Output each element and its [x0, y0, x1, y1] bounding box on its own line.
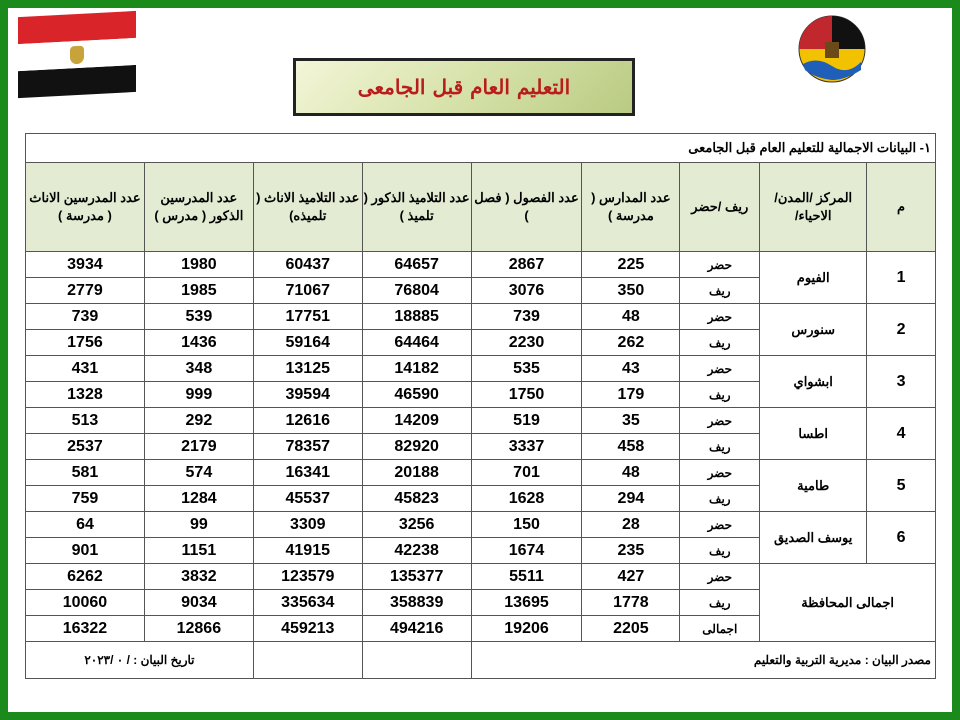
cell-teachers-female: 513 [26, 408, 145, 434]
cell-teachers-female: 2779 [26, 278, 145, 304]
cell-teachers-female: 10060 [26, 590, 145, 616]
cell-teachers-female: 739 [26, 304, 145, 330]
cell-teachers-male: 539 [144, 304, 253, 330]
header-teachers-male: عدد المدرسين الذكور ( مدرس ) [144, 163, 253, 252]
cell-teachers-female: 1756 [26, 330, 145, 356]
cell-students-male: 64464 [362, 330, 471, 356]
table-row [26, 356, 936, 382]
cell-students-female: 78357 [253, 434, 362, 460]
cell-students-male: 46590 [362, 382, 471, 408]
cell-students-male: 14182 [362, 356, 471, 382]
header-students-male: عدد التلاميذ الذكور ( تلميذ ) [362, 163, 471, 252]
cell-teachers-male: 292 [144, 408, 253, 434]
footer-blank [253, 642, 362, 679]
cell-students-female: 60437 [253, 252, 362, 278]
row-type: ريف [680, 590, 760, 616]
cell-schools: 235 [582, 538, 680, 564]
cell-students-female: 13125 [253, 356, 362, 382]
cell-students-female: 45537 [253, 486, 362, 512]
center-name: سنورس [760, 304, 867, 356]
cell-classes: 519 [471, 408, 582, 434]
row-index: 5 [867, 460, 936, 512]
cell-students-female: 3309 [253, 512, 362, 538]
center-name: طامية [760, 460, 867, 512]
cell-teachers-male: 12866 [144, 616, 253, 642]
cell-teachers-male: 3832 [144, 564, 253, 590]
cell-classes: 701 [471, 460, 582, 486]
header-students-female: عدد التلاميذ الاناث ( تلميذه) [253, 163, 362, 252]
footer-blank [362, 642, 471, 679]
cell-teachers-female: 3934 [26, 252, 145, 278]
education-table [25, 133, 936, 679]
cell-classes: 1674 [471, 538, 582, 564]
row-type: حضر [680, 356, 760, 382]
total-label: اجمالى المحافظة [760, 564, 936, 642]
cell-teachers-male: 1284 [144, 486, 253, 512]
cell-teachers-male: 999 [144, 382, 253, 408]
governorate-logo-icon [797, 14, 867, 84]
cell-classes: 3337 [471, 434, 582, 460]
cell-students-female: 17751 [253, 304, 362, 330]
center-name: اطسا [760, 408, 867, 460]
page-title: التعليم العام قبل الجامعى [357, 75, 571, 99]
data-date: تاريخ البيان : / ٠ /٢٠٢٣ [26, 642, 254, 679]
center-name: يوسف الصديق [760, 512, 867, 564]
cell-students-female: 123579 [253, 564, 362, 590]
cell-schools: 2205 [582, 616, 680, 642]
cell-students-male: 42238 [362, 538, 471, 564]
cell-classes: 3076 [471, 278, 582, 304]
table-row [26, 564, 936, 590]
cell-students-female: 39594 [253, 382, 362, 408]
cell-schools: 48 [582, 304, 680, 330]
cell-teachers-male: 1980 [144, 252, 253, 278]
cell-students-male: 20188 [362, 460, 471, 486]
cell-teachers-male: 348 [144, 356, 253, 382]
table-row [26, 460, 936, 486]
cell-classes: 13695 [471, 590, 582, 616]
cell-classes: 2230 [471, 330, 582, 356]
cell-teachers-female: 6262 [26, 564, 145, 590]
header-classes: عدد الفصول ( فصل ) [471, 163, 582, 252]
row-type: اجمالى [680, 616, 760, 642]
cell-students-male: 3256 [362, 512, 471, 538]
cell-teachers-male: 2179 [144, 434, 253, 460]
cell-students-female: 71067 [253, 278, 362, 304]
row-index: 6 [867, 512, 936, 564]
cell-students-male: 358839 [362, 590, 471, 616]
cell-schools: 427 [582, 564, 680, 590]
row-type: حضر [680, 512, 760, 538]
header-schools: عدد المدارس ( مدرسة ) [582, 163, 680, 252]
table-row [26, 512, 936, 538]
cell-students-female: 335634 [253, 590, 362, 616]
cell-teachers-male: 99 [144, 512, 253, 538]
row-index: 4 [867, 408, 936, 460]
cell-students-male: 76804 [362, 278, 471, 304]
cell-schools: 35 [582, 408, 680, 434]
row-type: ريف [680, 330, 760, 356]
row-index: 1 [867, 252, 936, 304]
cell-students-male: 135377 [362, 564, 471, 590]
center-name: الفيوم [760, 252, 867, 304]
cell-schools: 43 [582, 356, 680, 382]
header-teachers-female: عدد المدرسين الاناث ( مدرسة ) [26, 163, 145, 252]
row-type: حضر [680, 252, 760, 278]
table-row [26, 304, 936, 330]
cell-teachers-female: 2537 [26, 434, 145, 460]
cell-teachers-male: 1436 [144, 330, 253, 356]
cell-teachers-female: 1328 [26, 382, 145, 408]
row-index: 2 [867, 304, 936, 356]
cell-schools: 294 [582, 486, 680, 512]
cell-students-female: 59164 [253, 330, 362, 356]
cell-students-male: 494216 [362, 616, 471, 642]
header-m: م [867, 163, 936, 252]
cell-classes: 739 [471, 304, 582, 330]
cell-teachers-male: 574 [144, 460, 253, 486]
cell-students-female: 12616 [253, 408, 362, 434]
row-type: ريف [680, 486, 760, 512]
cell-schools: 179 [582, 382, 680, 408]
cell-classes: 19206 [471, 616, 582, 642]
row-type: ريف [680, 278, 760, 304]
cell-schools: 48 [582, 460, 680, 486]
cell-schools: 458 [582, 434, 680, 460]
cell-teachers-male: 1151 [144, 538, 253, 564]
cell-schools: 225 [582, 252, 680, 278]
row-type: ريف [680, 434, 760, 460]
cell-schools: 262 [582, 330, 680, 356]
data-source: مصدر البيان : مديرية التربية والتعليم [471, 642, 935, 679]
row-type: حضر [680, 460, 760, 486]
cell-teachers-male: 9034 [144, 590, 253, 616]
table-row [26, 408, 936, 434]
cell-students-female: 41915 [253, 538, 362, 564]
header-center: المركز /المدن/الاحياء/ [760, 163, 867, 252]
center-name: ابشواي [760, 356, 867, 408]
cell-teachers-female: 759 [26, 486, 145, 512]
cell-teachers-female: 16322 [26, 616, 145, 642]
cell-classes: 150 [471, 512, 582, 538]
cell-teachers-female: 581 [26, 460, 145, 486]
egypt-flag-icon [18, 11, 136, 99]
cell-classes: 535 [471, 356, 582, 382]
row-type: ريف [680, 538, 760, 564]
cell-schools: 28 [582, 512, 680, 538]
table-caption: ١- البيانات الاجمالية للتعليم العام قبل الجامعى [26, 134, 936, 163]
cell-teachers-female: 431 [26, 356, 145, 382]
header-type: ريف /حضر [680, 163, 760, 252]
cell-classes: 1628 [471, 486, 582, 512]
row-type: حضر [680, 564, 760, 590]
cell-students-male: 45823 [362, 486, 471, 512]
cell-teachers-male: 1985 [144, 278, 253, 304]
cell-classes: 2867 [471, 252, 582, 278]
cell-students-female: 459213 [253, 616, 362, 642]
row-type: حضر [680, 408, 760, 434]
title-banner [293, 58, 635, 116]
table-row [26, 252, 936, 278]
cell-students-male: 64657 [362, 252, 471, 278]
cell-students-male: 82920 [362, 434, 471, 460]
cell-schools: 1778 [582, 590, 680, 616]
cell-classes: 1750 [471, 382, 582, 408]
row-type: ريف [680, 382, 760, 408]
cell-teachers-female: 901 [26, 538, 145, 564]
row-index: 3 [867, 356, 936, 408]
cell-students-male: 14209 [362, 408, 471, 434]
cell-schools: 350 [582, 278, 680, 304]
cell-students-male: 18885 [362, 304, 471, 330]
cell-students-female: 16341 [253, 460, 362, 486]
education-table-wrapper [25, 133, 936, 679]
cell-teachers-female: 64 [26, 512, 145, 538]
row-type: حضر [680, 304, 760, 330]
cell-classes: 5511 [471, 564, 582, 590]
